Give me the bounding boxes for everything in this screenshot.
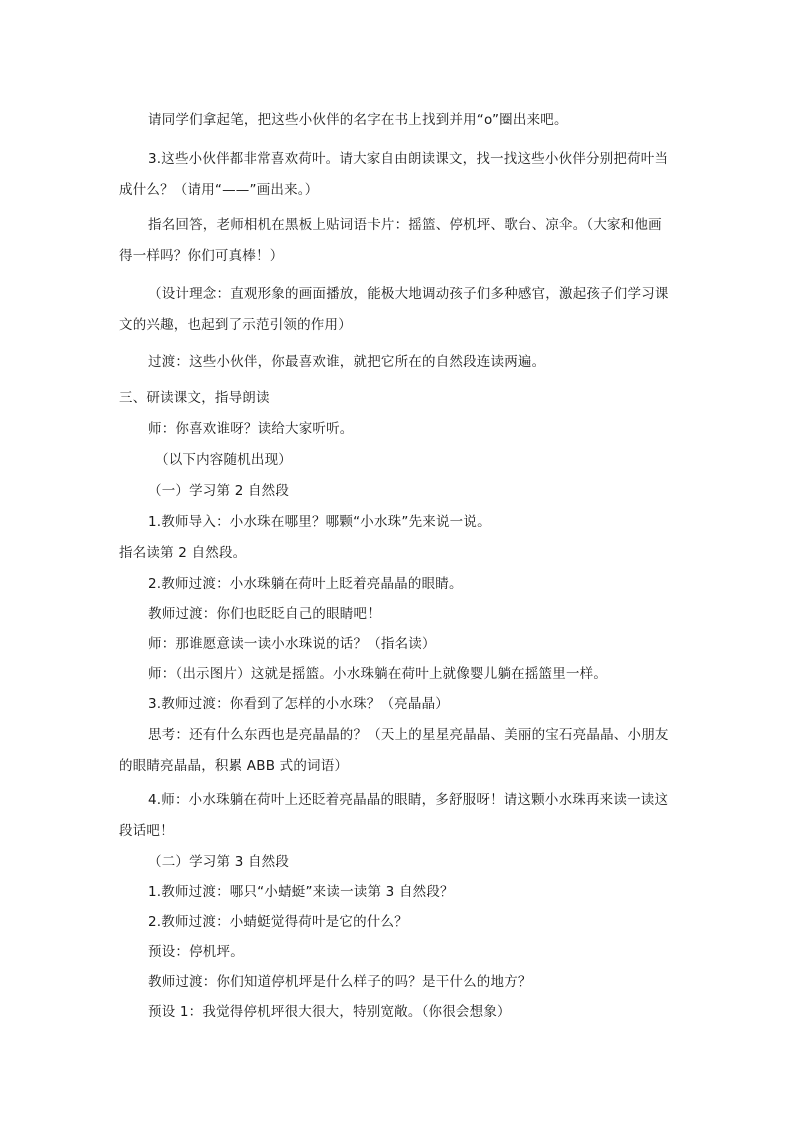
text-line: 4.师：小水珠躺在荷叶上还眨着亮晶晶的眼睛，多舒服呀！请这颗小水珠再来读一读这 [148,792,669,808]
text-line: 过渡：这些小伙伴，你最喜欢谁，就把它所在的自然段连读两遍。 [148,354,546,370]
text-line: 指名回答，老师相机在黑板上贴词语卡片：摇篮、停机坪、歌台、凉伞。（大家和他画 [148,217,662,233]
text-line: 教师过渡：你们知道停机坪是什么样子的吗？是干什么的地方？ [148,974,532,990]
text-line: 请同学们拿起笔，把这些小伙伴的名字在书上找到并用“o”圈出来吧。 [148,112,568,128]
text-line: 3.这些小伙伴都非常喜欢荷叶。请大家自由朗读课文，找一找这些小伙伴分别把荷叶当 [148,151,669,167]
text-line: 2.教师过渡：小蜻蜓觉得荷叶是它的什么？ [148,914,408,930]
text-line: （设计理念：直观形象的画面播放，能极大地调动孩子们多种感官，激起孩子们学习课 [148,286,669,302]
text-line: 指名读第 2 自然段。 [119,545,247,561]
text-line: 预设 1：我觉得停机坪很大很大，特别宽敞。（你很会想象） [148,1004,511,1020]
text-line: 师：（出示图片）这就是摇篮。小水珠躺在荷叶上就像婴儿躺在摇篮里一样。 [148,666,608,682]
section-heading: 三、研读课文，指导朗读 [119,390,270,406]
text-line: 1.教师过渡：哪只“小蜻蜓”来读一读第 3 自然段？ [148,884,454,900]
text-line: 成什么？（请用“——”画出来。） [119,182,319,198]
text-line: 教师过渡：你们也眨眨自己的眼睛吧！ [148,606,381,622]
subsection-heading: （一）学习第 2 自然段 [148,483,290,499]
text-line: 师：那谁愿意读一读小水珠说的话？（指名读） [148,636,436,652]
text-line: 的眼睛亮晶晶，积累 ABB 式的词语） [119,758,349,774]
text-line: 3.教师过渡：你看到了怎样的小水珠？（亮晶晶） [148,696,449,712]
text-line: 得一样吗？你们可真棒！） [119,248,284,264]
text-line: 2.教师过渡：小水珠躺在荷叶上眨着亮晶晶的眼睛。 [148,576,463,592]
text-line: 思考：还有什么东西也是亮晶晶的？（天上的星星亮晶晶、美丽的宝石亮晶晶、小朋友 [148,727,669,743]
text-line: 预设：停机坪。 [148,944,244,960]
text-line: （以下内容随机出现） [155,452,292,468]
text-line: 文的兴趣，也起到了示范引领的作用） [119,317,352,333]
text-line: 段话吧！ [119,823,174,839]
text-line: 1.教师导入：小水珠在哪里？哪颗“小水珠”先来说一说。 [148,514,491,530]
text-line: 师：你喜欢谁呀？读给大家听听。 [148,421,354,437]
subsection-heading: （二）学习第 3 自然段 [148,854,290,870]
